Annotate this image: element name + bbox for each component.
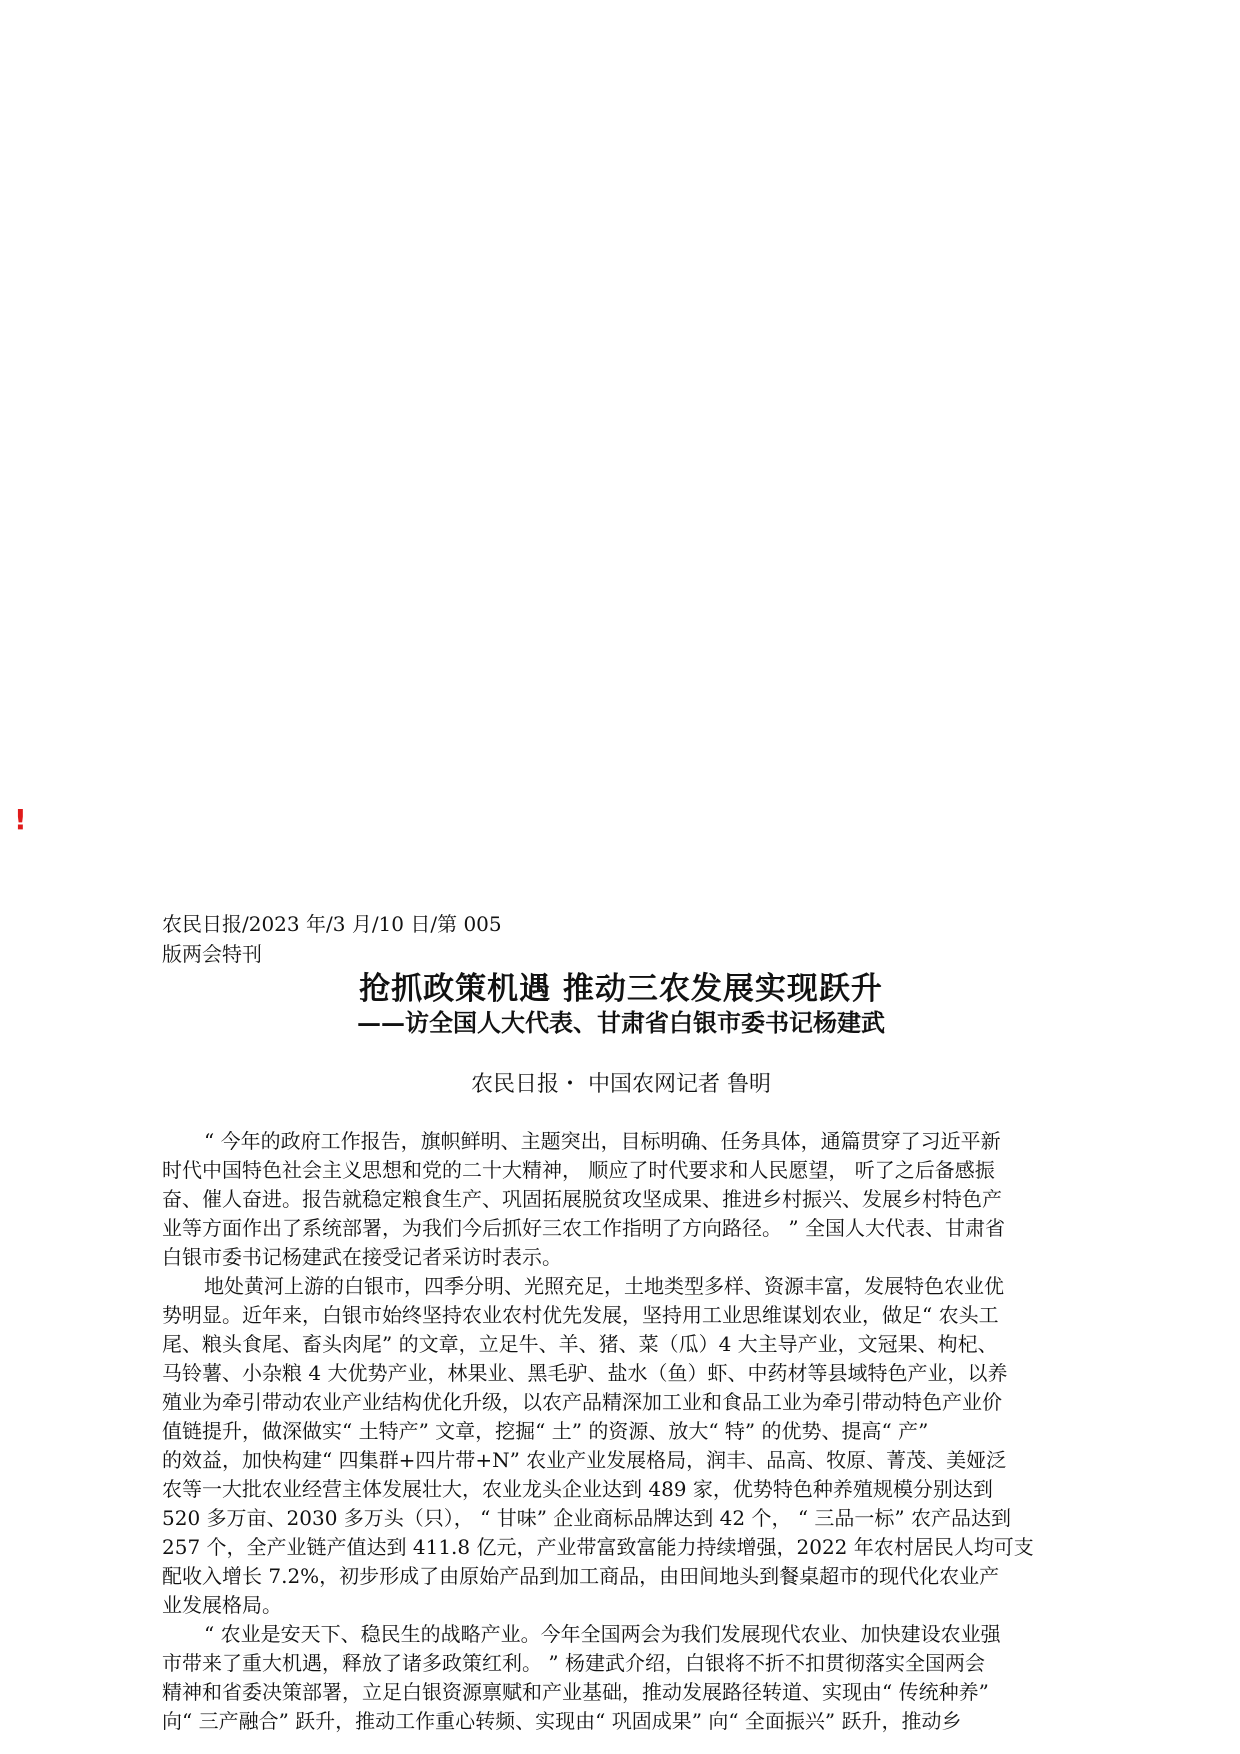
article-line: 马铃薯、小杂粮 4 大优势产业，林果业、黑毛驴、盐水（鱼）虾、中药材等县域特色产业，以养 bbox=[162, 1361, 1008, 1385]
source-line-edition: 版两会特刊 bbox=[162, 942, 262, 966]
article-line: 地处黄河上游的白银市，四季分明、光照充足，土地类型多样、资源丰富，发展特色农业优 bbox=[204, 1274, 1004, 1298]
article-line: 257 个，全产业链产值达到 411.8 亿元，产业带富致富能力持续增强，2022 年农村居民人均可支 bbox=[162, 1535, 1034, 1559]
article-line: 业发展格局。 bbox=[162, 1593, 282, 1617]
article-line: 业等方面作出了系统部署，为我们今后抓好三农工作指明了方向路径。 ” 全国人大代表、甘肃省 bbox=[162, 1216, 1005, 1240]
article-line: 精神和省委决策部署，立足白银资源禀赋和产业基础，推动发展路径转道、实现由“ 传统种养” bbox=[162, 1680, 989, 1704]
article-line: 时代中国特色社会主义思想和党的二十大精神， 顺应了时代要求和人民愿望， 听了之后备感振 bbox=[162, 1158, 995, 1182]
warning-marker: ! bbox=[14, 803, 27, 836]
article-line: 殖业为牵引带动农业产业结构优化升级，以农产品精深加工业和食品工业为牵引带动特色产业价 bbox=[162, 1390, 1002, 1414]
article-title: 抢抓政策机遇 推动三农发展实现跃升 bbox=[359, 971, 883, 1007]
article-line: “ 农业是安天下、稳民生的战略产业。今年全国两会为我们发展现代农业、加快建设农业强 bbox=[204, 1622, 1001, 1646]
article-subtitle: ——访全国人大代表、甘肃省白银市委书记杨建武 bbox=[357, 1008, 885, 1037]
source-line: 农民日报/2023 年/3 月/10 日/第 005 bbox=[162, 912, 502, 936]
article-line: 的效益，加快构建“ 四集群+四片带+N” 农业产业发展格局，润丰、品高、牧原、菁茂、美娅泛 bbox=[162, 1448, 1007, 1472]
article-line: 市带来了重大机遇，释放了诸多政策红利。 ” 杨建武介绍，白银将不折不扣贯彻落实全国两会 bbox=[162, 1651, 985, 1675]
article-line: 520 多万亩、2030 多万头（只）， “ 甘味” 企业商标品牌达到 42 个， “ 三品一标” 农产品达到 bbox=[162, 1506, 1011, 1530]
article-line: 配收入增长 7.2%，初步形成了由原始产品到加工商品，由田间地头到餐桌超市的现代化农业产 bbox=[162, 1564, 1000, 1588]
article-line: 白银市委书记杨建武在接受记者采访时表示。 bbox=[162, 1245, 562, 1269]
article-line: 向“ 三产融合” 跃升，推动工作重心转频、实现由“ 巩固成果” 向“ 全面振兴” 跃升，推动乡 bbox=[162, 1709, 962, 1733]
article-line: 值链提升，做深做实“ 土特产” 文章，挖掘“ 土” 的资源、放大“ 特” 的优势、提高“ 产” bbox=[162, 1419, 929, 1443]
article-line: 尾、粮头食尾、畜头肉尾” 的文章，立足牛、羊、猪、菜（瓜）4 大主导产业，文冠果、枸杞、 bbox=[162, 1332, 998, 1356]
article-line: 势明显。近年来，白银市始终坚持农业农村优先发展，坚持用工业思维谋划农业，做足“ 农头工 bbox=[162, 1303, 999, 1327]
article-line: 奋、催人奋进。报告就稳定粮食生产、巩固拓展脱贫攻坚成果、推进乡村振兴、发展乡村特色产 bbox=[162, 1187, 1002, 1211]
article-line: 农等一大批农业经营主体发展壮大，农业龙头企业达到 489 家，优势特色种养殖规模分别达到 bbox=[162, 1477, 993, 1501]
article-body bbox=[162, 1127, 1082, 1736]
article-line: “ 今年的政府工作报告，旗帜鲜明、主题突出，目标明确、任务具体，通篇贯穿了习近平新 bbox=[204, 1129, 1001, 1153]
article-byline: 农民日报・ 中国农网记者 鲁明 bbox=[471, 1072, 771, 1097]
